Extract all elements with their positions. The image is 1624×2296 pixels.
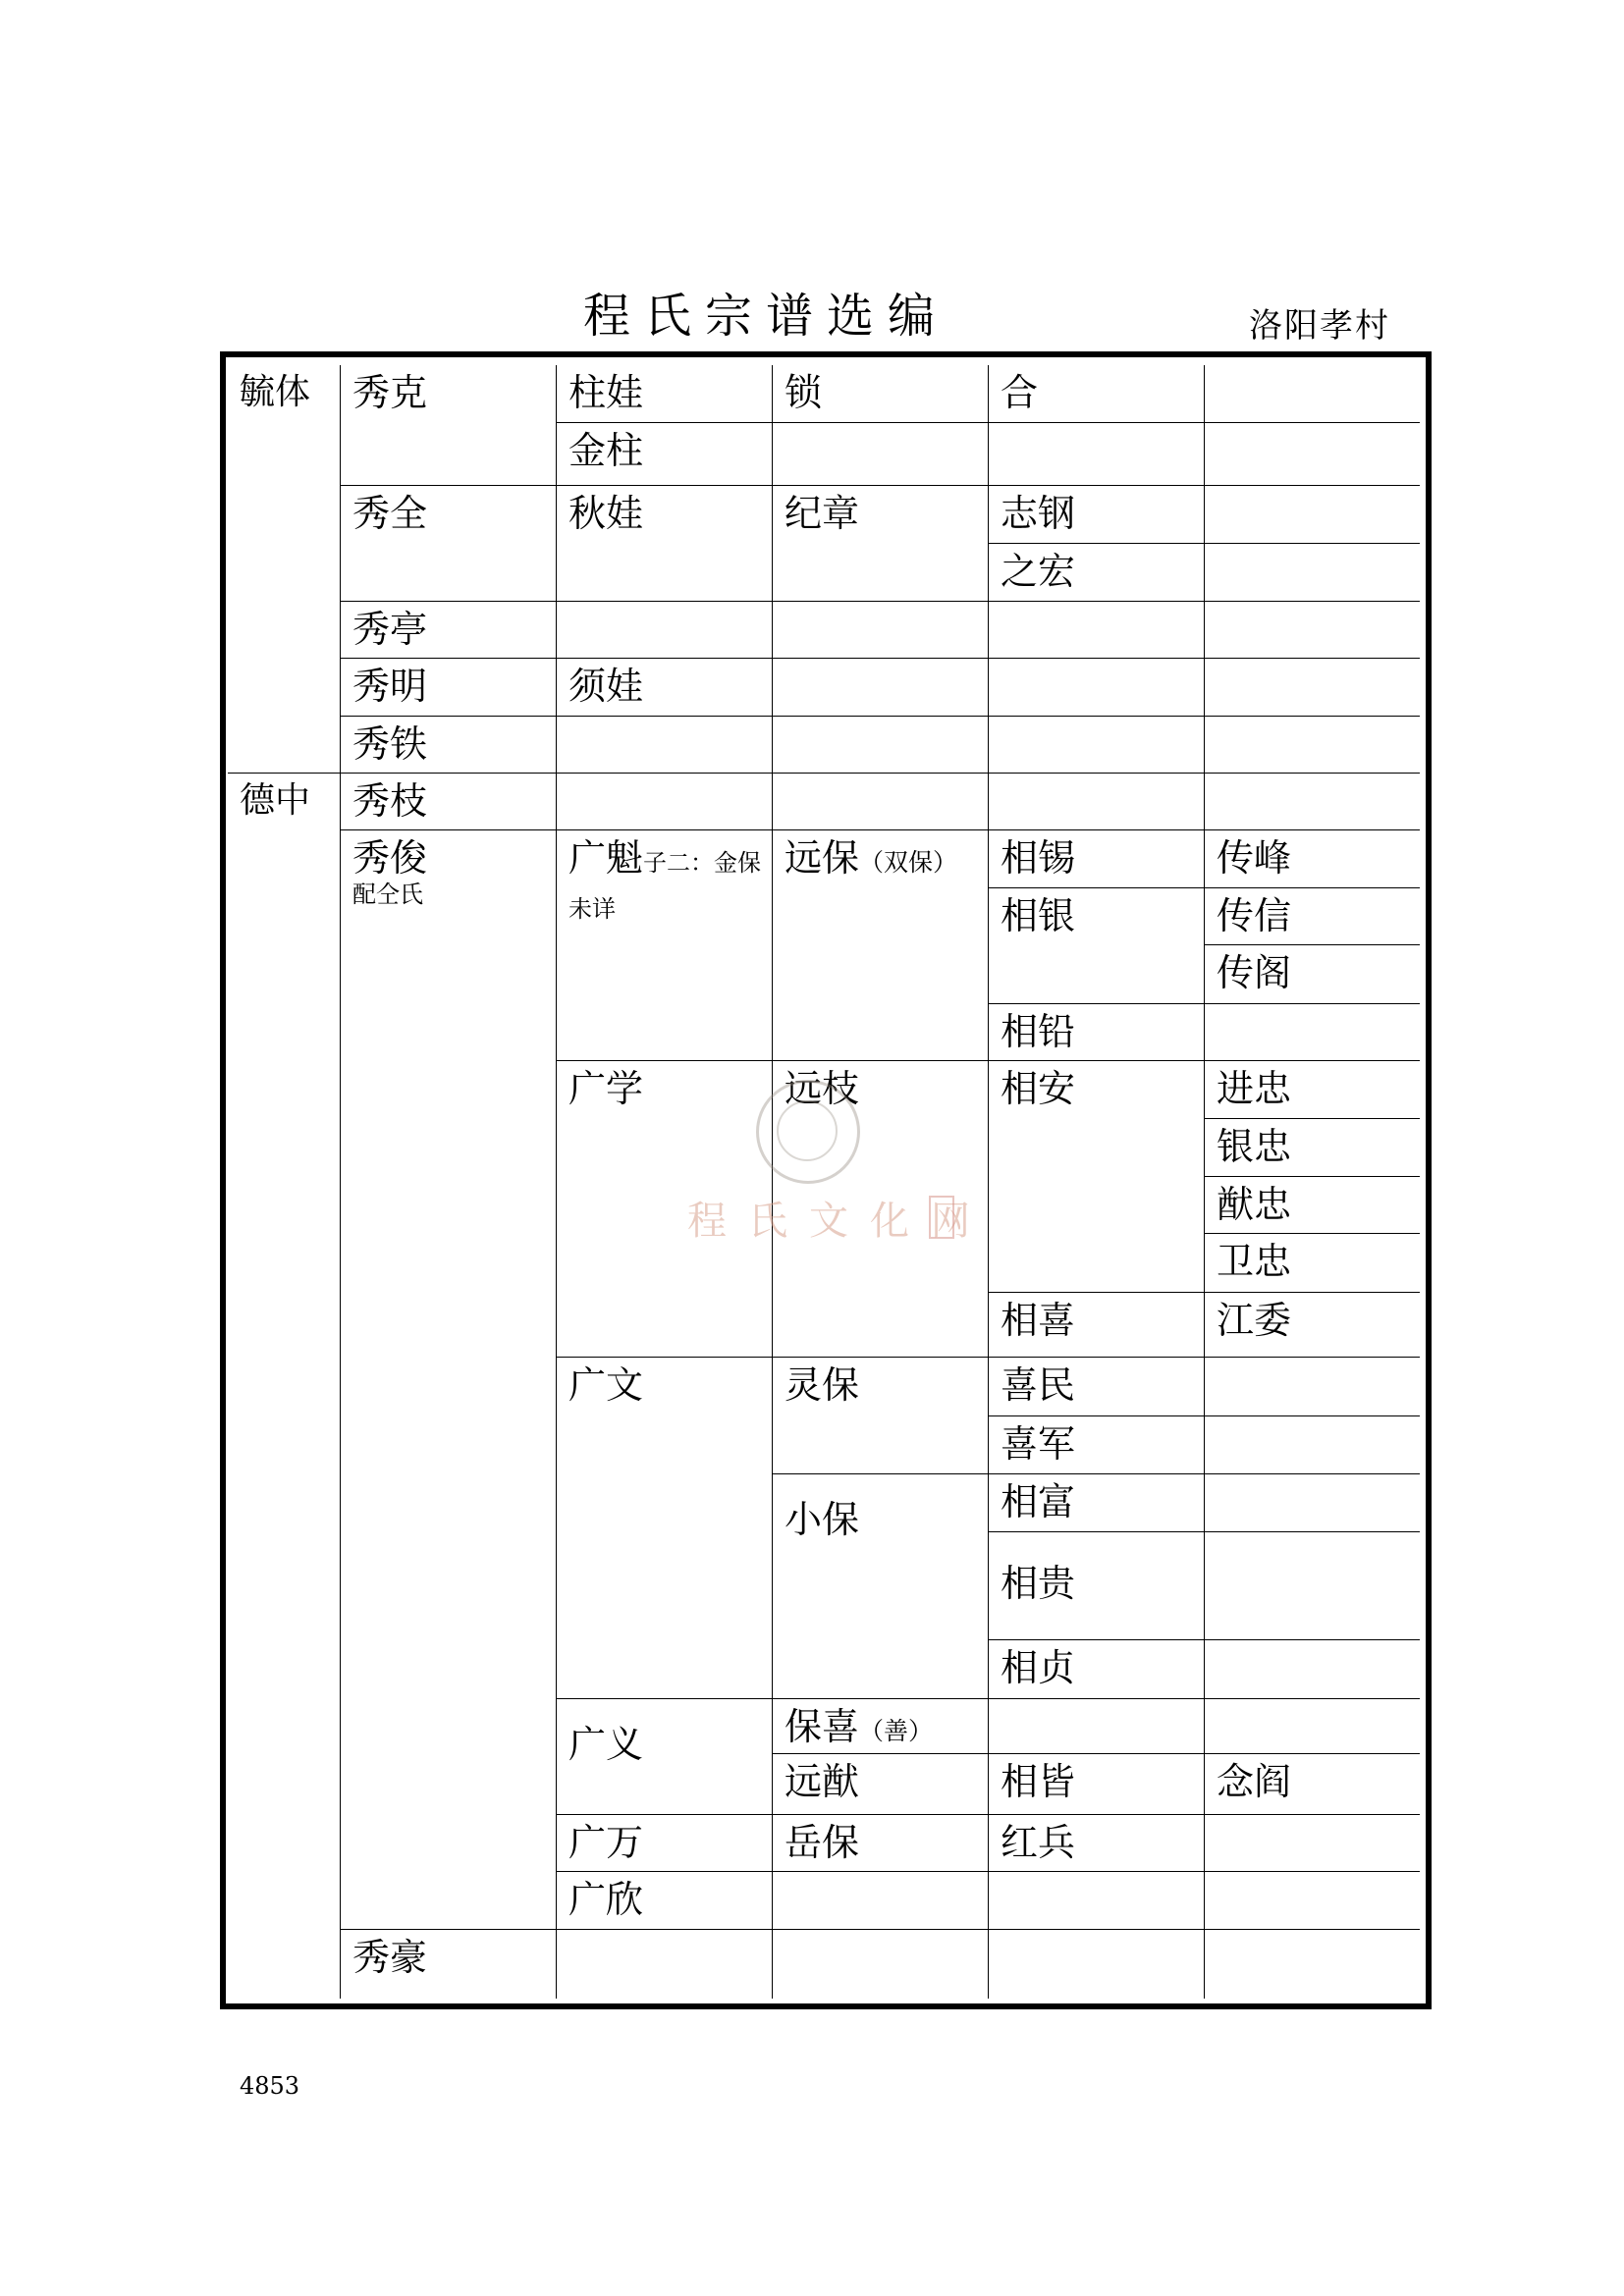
table-cell [1204,1233,1420,1292]
table-cell [1204,1473,1420,1531]
person-name [568,1067,643,1110]
table-cell [340,601,556,658]
person-name [1217,836,1291,880]
table-cell [556,658,772,716]
person-name-text: 相铅 [1001,1010,1076,1053]
person-name [1001,894,1075,937]
table-cell [988,365,1204,422]
table-cell [1204,944,1420,1003]
person-name-text: 银忠 [1217,1125,1292,1168]
person-name-text: 江委 [1217,1299,1292,1342]
person-name-text: 猷忠 [1217,1183,1292,1226]
person-name-text: 金柱 [568,429,644,472]
person-name [240,779,310,823]
person-name [568,429,643,472]
table-cell [772,1357,988,1473]
table-cell [988,773,1204,829]
table-cell [772,716,988,773]
table-cell [988,1473,1204,1531]
table-cell [1204,1118,1420,1176]
table-cell [988,543,1204,601]
person-name-text: 之宏 [1001,550,1076,593]
person-name [785,1821,859,1864]
person-name-text: 锁 [785,371,823,414]
person-name [568,1723,643,1766]
person-name [568,1821,643,1864]
person-name [1001,1299,1075,1342]
table-cell [1204,365,1420,422]
table-cell [340,1929,556,1999]
person-name-text: 广欣 [568,1878,644,1921]
person-name [1217,1299,1291,1342]
table-cell [556,422,772,485]
table-cell [556,829,772,1060]
person-name [1001,836,1075,880]
seal-stamp-icon [756,1080,860,1184]
person-name-text: 柱娃 [568,371,644,414]
watermark-text: 程氏文化网 [687,1199,992,1244]
table-cell [556,601,772,658]
table-cell [1204,422,1420,485]
table-cell [988,658,1204,716]
person-name-text: 保喜 [785,1705,860,1748]
person-name [1001,1646,1075,1689]
table-cell [988,1814,1204,1871]
table-cell [228,365,340,773]
table-cell [340,716,556,773]
person-name-text: 秀亭 [352,608,428,651]
person-name-text: 远保 [785,836,860,880]
page-number: 4853 [240,2072,300,2100]
page-title: 程氏宗谱选编 [582,289,948,344]
table-cell [772,365,988,422]
person-note: （善） [859,1717,934,1745]
person-name-text: 进忠 [1217,1067,1292,1110]
person-name [785,836,957,884]
table-cell [772,601,988,658]
person-name [1217,894,1291,937]
person-name-text: 秀明 [352,665,428,708]
table-cell [988,1415,1204,1473]
person-name-text: 相贵 [1001,1562,1076,1605]
table-cell [988,716,1204,773]
person-name [1001,1422,1075,1466]
person-name-text: 相安 [1001,1067,1076,1110]
person-name [568,1363,643,1407]
table-cell [1204,1531,1420,1639]
table-cell [988,887,1204,1003]
table-cell [556,485,772,601]
table-cell [556,1814,772,1871]
person-name [1217,1067,1291,1110]
person-name [1217,1125,1291,1168]
table-cell [1204,1639,1420,1698]
person-name [568,371,643,414]
person-name-text: 秋娃 [568,492,644,535]
table-cell [772,422,988,485]
person-name [785,1363,859,1407]
table-cell [1204,485,1420,543]
village-name: 洛阳孝村 [1249,306,1390,346]
person-name [568,836,765,929]
table-cell [988,1871,1204,1929]
person-name-text: 红兵 [1001,1821,1076,1864]
person-name [568,492,643,535]
table-cell [340,485,556,601]
person-name-text: 传峰 [1217,836,1292,880]
person-name-text: 相贞 [1001,1646,1076,1689]
table-cell [556,365,772,422]
person-name-text: 相喜 [1001,1299,1076,1342]
person-name [352,722,427,766]
person-name [568,1878,643,1921]
person-name [1217,1760,1291,1803]
table-cell [988,1929,1204,1999]
table-cell [772,485,988,601]
table-cell [1204,1176,1420,1233]
person-name [352,1936,427,1979]
table-cell [772,658,988,716]
table-cell [772,1814,988,1871]
person-name-text: 广魁 [568,836,644,880]
table-cell [988,1639,1204,1698]
person-name-text: 秀俊 [352,836,428,880]
table-cell [1204,1292,1420,1357]
person-name [1001,550,1075,593]
person-name-text: 秀豪 [352,1936,428,1979]
person-name [785,1760,859,1803]
table-cell [1204,1415,1420,1473]
person-name [785,1498,859,1541]
table-cell [1204,1003,1420,1060]
table-cell [1204,1871,1420,1929]
table-cell [340,365,556,485]
person-name [785,371,822,414]
person-name-text: 广文 [568,1363,644,1407]
person-name-text: 相银 [1001,894,1076,937]
table-cell [988,829,1204,887]
person-name [1217,951,1291,994]
table-cell [1204,829,1420,887]
person-name [1001,1010,1075,1053]
person-name [1001,1363,1075,1407]
table-cell [1204,601,1420,658]
person-name-text: 念阎 [1217,1760,1292,1803]
person-name [1217,1240,1291,1283]
table-cell [988,1292,1204,1357]
table-cell [988,1531,1204,1639]
table-cell [556,1698,772,1814]
person-note: （双保） [859,848,958,877]
table-cell [988,422,1204,485]
person-name [240,371,310,414]
person-name-text: 广万 [568,1821,644,1864]
person-name-text: 小保 [785,1498,860,1541]
table-cell [340,829,556,1929]
person-name-text: 毓体 [240,372,311,412]
person-name [352,608,427,651]
person-name-text: 秀克 [352,371,428,414]
person-name-text: 须娃 [568,665,644,708]
person-name-text: 传信 [1217,894,1292,937]
table-cell [1204,658,1420,716]
person-name-text: 纪章 [785,492,860,535]
table-cell [772,1929,988,1999]
person-name [785,1705,933,1753]
table-cell [556,773,772,829]
person-name [568,665,643,708]
table-cell [1204,716,1420,773]
person-name-text: 相皆 [1001,1760,1076,1803]
person-name [1217,1183,1291,1226]
person-name-text: 喜民 [1001,1363,1076,1407]
table-cell [228,773,340,1999]
person-name [1001,1760,1075,1803]
person-name [785,492,859,535]
table-cell [988,1753,1204,1814]
person-name-text: 秀铁 [352,722,428,766]
table-cell [772,1753,988,1814]
table-cell [772,1871,988,1929]
person-name [352,492,427,535]
table-cell [772,773,988,829]
person-name [1001,371,1038,414]
person-name [352,371,427,414]
person-name-text: 远枝 [785,1067,860,1110]
person-name-text: 相富 [1001,1480,1076,1523]
table-cell [1204,773,1420,829]
table-cell [556,716,772,773]
table-cell [556,1871,772,1929]
table-cell [1204,1357,1420,1415]
spouse-note: 配仝氏 [352,881,423,908]
table-cell [340,773,556,829]
person-name-text: 喜军 [1001,1422,1076,1466]
table-cell [1204,1814,1420,1871]
person-name-text: 广义 [568,1723,644,1766]
person-name-text: 岳保 [785,1821,860,1864]
table-cell [1204,1753,1420,1814]
person-name-text: 志钢 [1001,492,1076,535]
person-name-text: 灵保 [785,1363,860,1407]
table-cell [988,1698,1204,1753]
table-cell [556,1357,772,1698]
person-name [1001,1067,1075,1110]
table-cell [988,485,1204,543]
table-cell [988,1060,1204,1292]
person-name [352,836,427,880]
person-name-text: 广学 [568,1067,644,1110]
table-cell [988,1003,1204,1060]
table-cell [988,1357,1204,1415]
person-name [1001,1821,1075,1864]
person-name [352,665,427,708]
person-name-text: 合 [1001,371,1039,414]
table-cell [772,1473,988,1698]
person-name-text: 秀全 [352,492,428,535]
table-cell [340,658,556,716]
table-cell [1204,543,1420,601]
watermark-seal-icon [929,1196,954,1239]
table-cell [1204,1698,1420,1753]
person-name-text: 传阁 [1217,951,1292,994]
person-name [1001,1562,1075,1605]
person-name-text: 德中 [240,780,311,821]
person-name [1001,492,1075,535]
person-name [352,779,427,823]
table-cell [1204,1929,1420,1999]
person-name-text: 相锡 [1001,836,1076,880]
table-cell [1204,1060,1420,1118]
person-note: 子二：金保未详 [568,849,762,923]
person-name [1001,1480,1075,1523]
person-name-text: 卫忠 [1217,1240,1292,1283]
table-cell [772,829,988,1060]
table-cell [556,1929,772,1999]
person-name-text: 秀枝 [352,779,428,823]
table-cell [772,1698,988,1753]
table-cell [988,601,1204,658]
person-name-text: 远猷 [785,1760,860,1803]
table-cell [1204,887,1420,944]
